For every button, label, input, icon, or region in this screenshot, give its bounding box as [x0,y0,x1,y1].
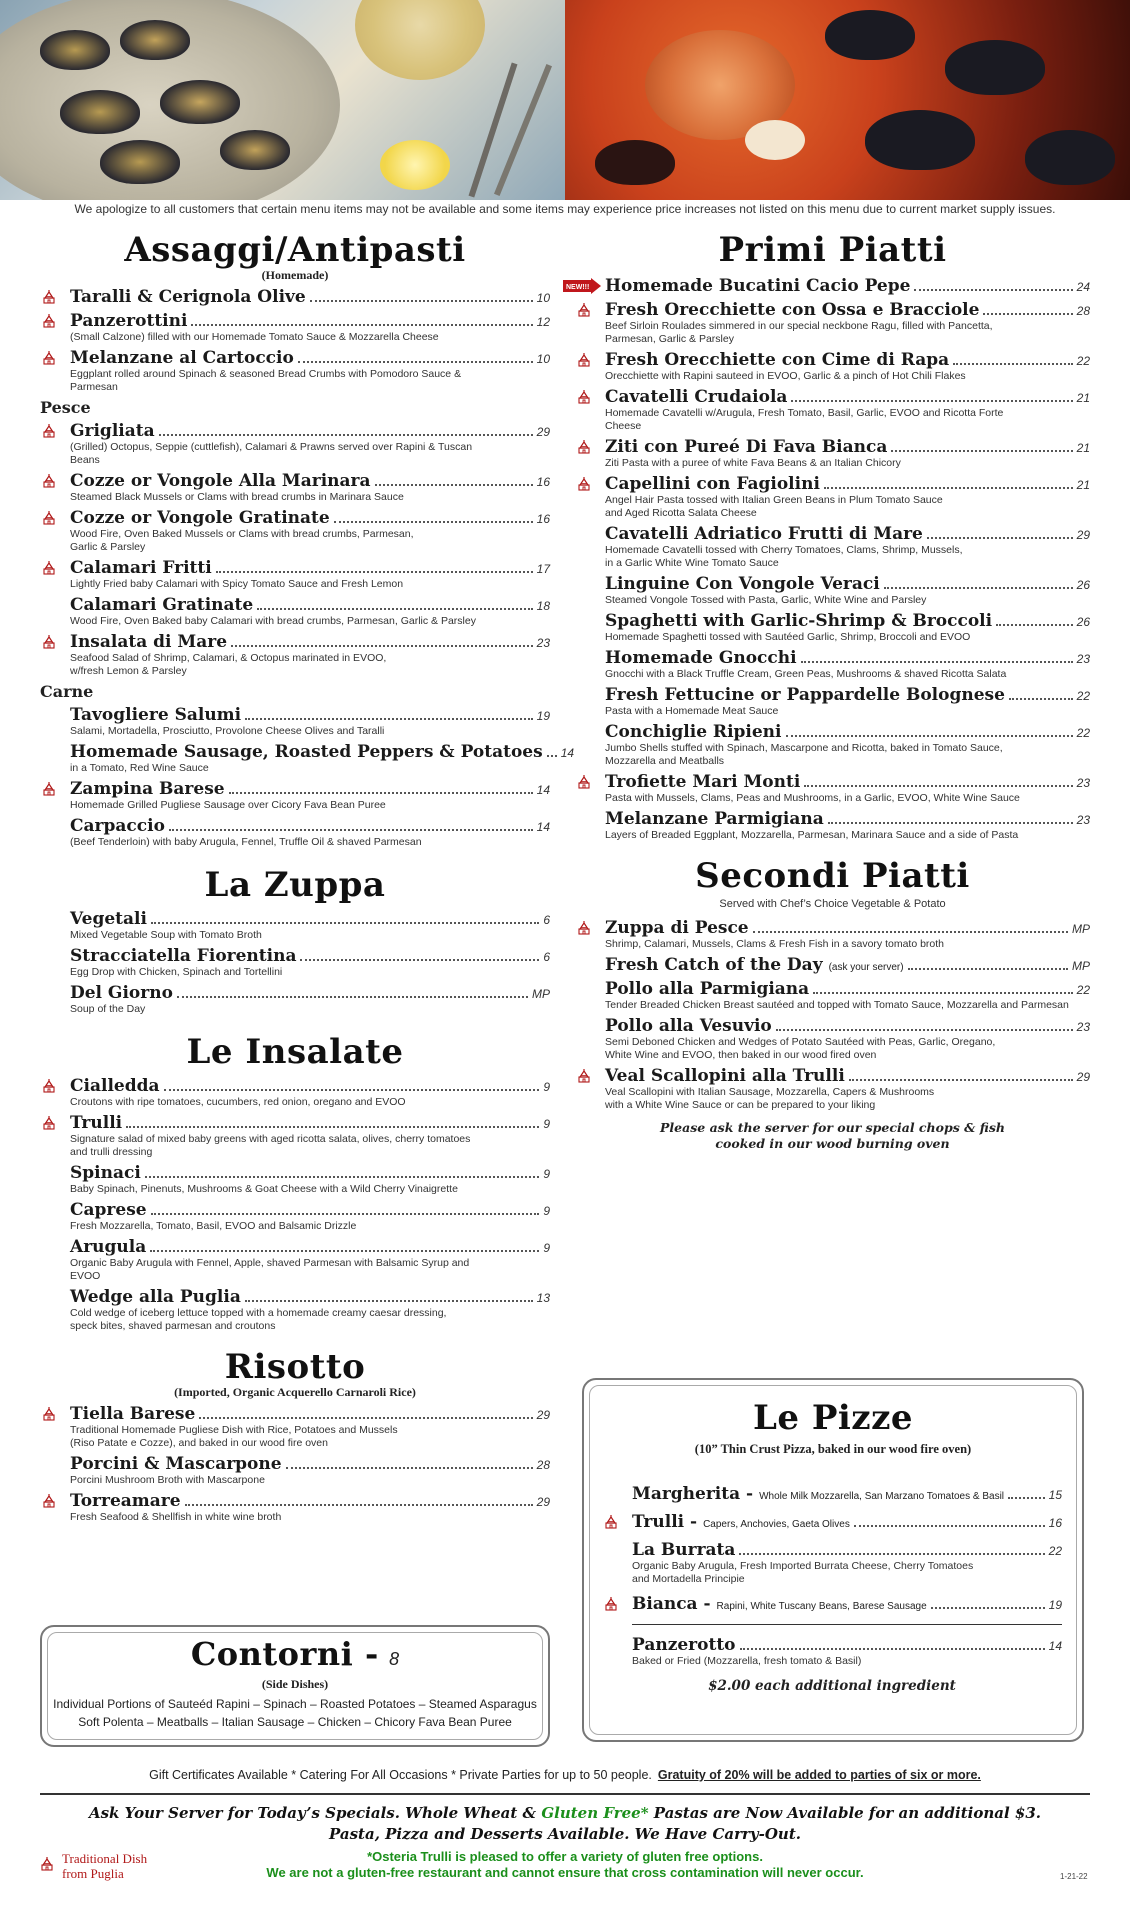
item-price: 23 [1076,776,1090,790]
trullo-icon [42,474,56,488]
menu-item [40,311,550,344]
trullo-icon [577,477,591,491]
item-description: White Wine and EVOO, then baked in our wood fired oven [605,1049,877,1061]
contorni-box [40,1625,550,1747]
item-description: (Riso Patate e Cozze), and baked in our wood fire oven [70,1437,328,1449]
item-price: 16 [536,512,550,526]
item-description: Cold wedge of iceberg lettuce topped with a homemade creamy caesar dressing, [70,1307,447,1319]
zuppa-title: La Zuppa [204,865,386,905]
item-price: 13 [536,1291,550,1305]
item-name: Torreamare [70,1491,181,1511]
item-name: Bianca - [632,1594,711,1614]
menu-item [575,918,1090,951]
item-name: Margherita - [632,1484,754,1504]
contorni-line2: Soft Polenta – Meatballs – Italian Sausage – Chicken – Chicory Fava Bean Puree [78,1715,512,1729]
menu-item [40,348,550,394]
item-description: (Small Calzone) filled with our Homemade Tomato Sauce & Mozzarella Cheese [70,331,439,343]
item-name: Linguine Con Vongole Veraci [605,574,880,594]
item-name: Caprese [70,1200,147,1220]
menu-item [575,611,1090,644]
item-description: Fresh Mozzarella, Tomato, Basil, EVOO and Balsamic Drizzle [70,1220,357,1232]
item-price: 21 [1076,478,1090,492]
item-price: 29 [1076,1070,1090,1084]
item-description: with a White Wine Sauce or can be prepared to your liking [605,1099,876,1111]
menu-item [40,1200,550,1233]
trullo-icon [42,314,56,328]
item-name: Calamari Fritti [70,558,212,578]
gratuity-text: Gratuity of 20% will be added to parties of six or more. [657,1768,981,1782]
item-description: Veal Scallopini with Italian Sausage, Mozzarella, Capers & Mushrooms [605,1086,935,1098]
item-price: 21 [1076,391,1090,405]
legend-line2: from Puglia [62,1866,124,1881]
menu-item [40,1237,550,1283]
item-price: 19 [536,709,550,723]
trullo-icon [42,1494,56,1508]
item-name: Fresh Catch of the Day [605,955,823,975]
item-name: Capellini con Fagiolini [605,474,820,494]
item-description: Baked or Fried (Mozzarella, fresh tomato & Basil) [632,1655,862,1667]
secondi-note: Served with Chef’s Choice Vegetable & Potato [719,898,946,910]
item-price: 21 [1076,441,1090,455]
item-name: Vegetali [70,909,147,929]
item-name: Porcini & Mascarpone [70,1454,282,1474]
item-price: 28 [536,1458,550,1472]
item-description: Seafood Salad of Shrimp, Calamari, & Octopus marinated in EVOO, [70,652,387,664]
menu-item [40,632,550,678]
item-name: Tiella Barese [70,1404,196,1424]
item-description: Shrimp, Calamari, Mussels, Clams & Fresh Fish in a savory tomato broth [605,938,945,950]
item-price: 6 [543,950,550,964]
menu-item [575,300,1090,346]
item-name: Fresh Orecchiette con Ossa e Bracciole [605,300,980,320]
trullo-icon [577,303,591,317]
item-description: Mixed Vegetable Soup with Tomato Broth [70,929,262,941]
item-description: Gnocchi with a Black Truffle Cream, Green Peas, Mushrooms & shaved Ricotta Salata [605,668,1007,680]
gf-line1: *Osteria Trulli is pleased to offer a variety of gluten free options. [367,1849,763,1864]
antipasti-title: Assaggi/Antipasti [124,230,466,270]
contorni-price: 8 [389,1649,400,1669]
trullo-icon [42,511,56,525]
item-description: Organic Baby Arugula with Fennel, Apple, shaved Parmesan with Balsamic Syrup and EVOO [70,1257,470,1282]
item-price: 16 [1048,1516,1062,1530]
item-description: Signature salad of mixed baby greens with aged ricotta salata, olives, cherry tomatoes [70,1133,471,1145]
item-name: Pollo alla Parmigiana [605,979,810,999]
item-description: Beef Sirloin Roulades simmered in our special neckbone Ragu, filled with Pancetta, [605,320,993,332]
specials-line2: Pasta, Pizza and Desserts Available. We Have Carry-Out. [329,1825,801,1843]
item-price: 29 [536,425,550,439]
item-price: MP [1072,959,1090,973]
item-name: Arugula [70,1237,147,1257]
menu-item [40,287,550,307]
item-price: 12 [536,315,550,329]
new-badge-icon [563,278,601,294]
menu-item [575,474,1090,520]
left-column [40,230,575,1524]
item-price: 22 [1076,726,1090,740]
item-name: Spinaci [70,1163,141,1183]
contorni-title: Contorni - [190,1635,379,1673]
item-name: Melanzane Parmigiana [605,809,824,829]
item-description: Ziti Pasta with a puree of white Fava Beans & an Italian Chicory [605,457,901,469]
item-price: 26 [1076,578,1090,592]
item-toppings: Whole Milk Mozzarella, San Marzano Tomatoes & Basil [759,1491,1005,1502]
item-price: 24 [1076,280,1090,294]
item-description: Homemade Cavatelli tossed with Cherry Tomatoes, Clams, Shrimp, Mussels, [605,544,963,556]
pizze-title: Le Pizze [752,1398,914,1438]
menu-item [40,1163,550,1196]
trullo-icon [577,440,591,454]
item-description: Homemade Cavatelli w/Arugula, Fresh Tomato, Basil, Garlic, EVOO and Ricotta Forte Cheese [605,407,1004,432]
item-name: Zuppa di Pesce [605,918,749,938]
menu-item [40,705,550,738]
item-description: Eggplant rolled around Spinach & seasoned Bread Crumbs with Pomodoro Sauce & Parmesan [70,368,462,393]
menu-item [575,979,1090,1012]
specials-line1b: Pastas are Now Available for an additional $3. [653,1804,1042,1822]
item-description: Baby Spinach, Pinenuts, Mushrooms & Goat Cheese with a Wild Cherry Vinaigrette [70,1183,458,1195]
item-description: in a Garlic White Wine Tomato Sauce [605,557,779,569]
item-name: Panzerottini [70,311,188,331]
item-name: Veal Scallopini alla Trulli [605,1066,845,1086]
item-price: MP [532,987,550,1001]
item-price: 14 [536,783,550,797]
item-name: Taralli & Cerignola Olive [70,287,306,307]
item-description: Homemade Spaghetti tossed with Sautéed Garlic, Shrimp, Broccoli and EVOO [605,631,971,643]
menu-item [40,508,550,554]
item-name: Carpaccio [70,816,165,836]
item-name: Panzerotto [632,1635,736,1655]
item-description: Wood Fire, Oven Baked baby Calamari with bread crumbs, Parmesan, Garlic & Parsley [70,615,476,627]
item-price: 22 [1076,354,1090,368]
item-name: Conchiglie Ripieni [605,722,782,742]
risotto-title: Risotto [224,1347,366,1387]
item-price: 14 [1048,1639,1062,1653]
item-price: 6 [543,913,550,927]
item-name: Trulli - [632,1512,698,1532]
menu-item [566,276,1090,296]
menu-item [40,983,550,1016]
item-description: Wood Fire, Oven Baked Mussels or Clams with bread crumbs, Parmesan, [70,528,414,540]
item-price: 17 [536,562,550,576]
menu-item [575,350,1090,383]
item-price: 22 [1076,983,1090,997]
menu-item [40,1113,550,1159]
item-price: 16 [536,475,550,489]
item-description: Salami, Mortadella, Prosciutto, Provolone Cheese Olives and Taralli [70,725,385,737]
menu-item [575,955,1090,975]
menu-item [40,1454,550,1487]
mussels-gratin-photo [0,0,565,200]
specials-note [30,1803,1100,1845]
risotto-subtitle: (Imported, Organic Acquerello Carnaroli Rice) [174,1385,416,1399]
item-price: 15 [1048,1488,1062,1502]
item-description: Croutons with ripe tomatoes, cucumbers, red onion, oregano and EVOO [70,1096,406,1108]
menu-item [575,1066,1090,1112]
menu-item [575,1016,1090,1062]
menu-item [575,722,1090,768]
item-name: Zampina Barese [70,779,225,799]
contorni-line1: Individual Portions of Sauteéd Rapini – Spinach – Roasted Potatoes – Steamed Asparagus [53,1697,537,1711]
menu-item [40,1287,550,1333]
trullo-icon [40,1857,54,1871]
menu-item [575,524,1090,570]
menu-item [40,816,550,849]
gf-line2: We are not a gluten-free restaurant and cannot ensure that cross contamination will never occur. [266,1865,864,1880]
item-description: Jumbo Shells stuffed with Spinach, Mascarpone and Ricotta, baked in Tomato Sauce, [605,742,1003,754]
item-name: Fresh Orecchiette con Cime di Rapa [605,350,950,370]
item-description: Organic Baby Arugula, Fresh Imported Burrata Cheese, Cherry Tomatoes [632,1560,974,1572]
item-toppings: Rapini, White Tuscany Beans, Barese Sausage [716,1601,927,1612]
specials-line1a: Ask Your Server for Today’s Specials. Whole Wheat & [88,1804,537,1822]
item-name: Tavogliere Salumi [70,705,242,725]
menu-item [40,558,550,591]
legend-line1: Traditional Dish [62,1851,148,1866]
item-price: 23 [1076,813,1090,827]
item-price: 29 [536,1495,550,1509]
pizze-subtitle: (10” Thin Crust Pizza, baked in our wood fire oven) [694,1442,972,1456]
secondi-title: Secondi Piatti [695,856,970,896]
item-description: Steamed Vongole Tossed with Pasta, Garlic, White Wine and Parsley [605,594,927,606]
item-name: Spaghetti with Garlic-Shrimp & Broccoli [605,611,993,631]
item-name: Calamari Gratinate [70,595,254,615]
item-name: Del Giorno [70,983,173,1003]
trullo-icon [42,1079,56,1093]
item-price: 14 [560,746,575,760]
item-price: 22 [1048,1544,1062,1558]
item-price: 26 [1076,615,1090,629]
item-description: Soup of the Day [70,1003,146,1015]
item-description: Angel Hair Pasta tossed with Italian Green Beans in Plum Tomato Sauce [605,494,943,506]
item-price: 29 [536,1408,550,1422]
antipasti-subtitle: (Homemade) [261,268,329,282]
item-price: 9 [543,1117,550,1131]
item-description: Porcini Mushroom Broth with Mascarpone [70,1474,265,1486]
item-description: Parmesan, Garlic & Parsley [605,333,734,345]
item-name: Ziti con Pureé Di Fava Bianca [605,437,888,457]
item-name: Cozze or Vongole Gratinate [70,508,330,528]
item-name: Stracciatella Fiorentina [70,946,297,966]
menu-item [40,946,550,979]
item-description: Semi Deboned Chicken and Wedges of Potato Sautéed with Peas, Garlic, Oregano, [605,1036,996,1048]
trullo-icon [42,290,56,304]
gift-text: Gift Certificates Available * Catering For All Occasions * Private Parties for up to 50 people. [149,1768,652,1782]
item-name: Cozze or Vongole Alla Marinara [70,471,371,491]
item-name: Trulli [70,1113,123,1133]
item-price: 9 [543,1204,550,1218]
item-price: 9 [543,1080,550,1094]
trullo-icon [577,1069,591,1083]
item-price: 23 [1076,1020,1090,1034]
item-price: 18 [536,599,550,613]
footer-divider [40,1793,1090,1795]
item-description: Layers of Breaded Eggplant, Mozzarella, Parmesan, Marinara Sauce and a side of Pasta [605,829,1019,841]
price-notice: We apologize to all customers that certain menu items may not be available and some items may experience price increases not listed on this menu due to current market supply issues. [74,202,1056,216]
menu-item [575,772,1090,805]
item-name: Grigliata [70,421,155,441]
item-price: MP [1072,922,1090,936]
menu-date: 1-21-22 [1060,1872,1088,1881]
gluten-free-label: Gluten Free* [541,1804,649,1822]
menu-item [40,421,550,467]
item-name: Cavatelli Crudaiola [605,387,788,407]
item-description: Tender Breaded Chicken Breast sautéed and topped with Tomato Sauce, Mozzarella and Parmesan [605,999,1069,1011]
item-description: Orecchiette with Rapini sauteed in EVOO, Garlic & a pinch of Hot Chili Flakes [605,370,966,382]
item-note: (ask your server) [828,962,904,973]
item-name: Homemade Bucatini Cacio Pepe [605,276,911,296]
item-description: Fresh Seafood & Shellfish in white wine broth [70,1511,282,1523]
contorni-subtitle: (Side Dishes) [261,1677,329,1691]
item-name: Melanzane al Cartoccio [70,348,294,368]
primi-title: Primi Piatti [718,230,947,270]
item-description: Garlic & Parsley [70,541,146,553]
item-price: 9 [543,1241,550,1255]
header-photos [0,0,1130,200]
menu-item [40,471,550,504]
item-name: Cialledda [70,1076,160,1096]
menu-item [602,1512,1062,1532]
item-description: Egg Drop with Chicken, Spinach and Tortellini [70,966,283,978]
seafood-pasta-photo [565,0,1130,200]
trullo-icon [604,1515,618,1529]
menu-item [40,909,550,942]
trullo-icon [577,390,591,404]
item-description: Pasta with Mussels, Clams, Peas and Mushrooms, in a Garlic, EVOO, White Wine Sauce [605,792,1020,804]
pizze-divider [632,1624,1062,1625]
trullo-icon [42,635,56,649]
item-description: (Beef Tenderloin) with baby Arugula, Fennel, Truffle Oil & shaved Parmesan [70,836,422,848]
menu-item [575,685,1090,718]
item-name: Fresh Fettucine or Pappardelle Bolognese [605,685,1005,705]
menu-item [602,1484,1062,1504]
item-description: Steamed Black Mussels or Clams with bread crumbs in Marinara Sauce [70,491,404,503]
item-name: Wedge alla Puglia [70,1287,241,1307]
item-name: Homemade Gnocchi [605,648,797,668]
menu-item [602,1540,1062,1586]
item-name: Pollo alla Vesuvio [605,1016,772,1036]
special-chops-note [575,1120,1090,1152]
menu-item [40,1404,550,1450]
item-price: 14 [536,820,550,834]
trullo-icon [577,921,591,935]
menu-item [575,809,1090,842]
footer-info [0,1768,1130,1782]
item-description: Traditional Homemade Pugliese Dish with Rice, Potatoes and Mussels [70,1424,398,1436]
menu-item [575,574,1090,607]
item-toppings: Capers, Anchovies, Gaeta Olives [703,1519,850,1530]
item-description: and Mortadella Principie [632,1573,745,1585]
new-badge-label: NEW!!! [566,284,590,291]
traditional-dish-legend [40,1851,190,1881]
trullo-icon [577,353,591,367]
trullo-icon [42,1116,56,1130]
item-price: 23 [1076,652,1090,666]
category-carne: Carne [40,682,94,701]
item-description: and Aged Ricotta Salata Cheese [605,507,757,519]
item-description: w/fresh Lemon & Parsley [70,665,187,677]
item-description: and trulli dressing [70,1146,153,1158]
item-price: 29 [1076,528,1090,542]
menu-item [575,387,1090,433]
menu-item [40,779,550,812]
pizze-box [582,1378,1084,1742]
additional-ingredient-note: $2.00 each additional ingredient [708,1678,956,1694]
menu-item [575,437,1090,470]
category-pesce: Pesce [40,398,91,417]
menu-item [602,1594,1062,1614]
menu-item [40,1491,550,1524]
item-name: Insalata di Mare [70,632,228,652]
trullo-icon [42,351,56,365]
trullo-icon [604,1597,618,1611]
item-price: 10 [536,352,550,366]
trullo-icon [42,1407,56,1421]
item-description: speck bites, shaved parmesan and croutons [70,1320,276,1332]
item-name: Homemade Sausage, Roasted Peppers & Potatoes [70,742,543,762]
item-price: 23 [536,636,550,650]
item-price: 9 [543,1167,550,1181]
item-name: La Burrata [632,1540,736,1560]
item-price: 22 [1076,689,1090,703]
item-description: Pasta with a Homemade Meat Sauce [605,705,779,717]
trullo-icon [42,424,56,438]
trullo-icon [577,775,591,789]
item-name: Cavatelli Adriatico Frutti di Mare [605,524,923,544]
trullo-icon [42,561,56,575]
insalate-title: Le Insalate [186,1032,404,1072]
item-description: Mozzarella and Meatballs [605,755,725,767]
item-description: (Grilled) Octopus, Seppie (cuttlefish), Calamari & Prawns served over Rapini & Tuscan Beans [70,441,473,466]
item-price: 10 [536,291,550,305]
special-line2: cooked in our wood burning oven [715,1136,950,1151]
menu-item [602,1635,1062,1668]
item-description: in a Tomato, Red Wine Sauce [70,762,209,774]
item-description: Homemade Grilled Pugliese Sausage over Cicory Fava Bean Puree [70,799,386,811]
menu-item [40,595,550,628]
item-name: Trofiette Mari Monti [605,772,801,792]
special-line1: Please ask the server for our special chops & fish [660,1120,1005,1135]
item-price: 28 [1076,304,1090,318]
item-price: 19 [1048,1598,1062,1612]
menu-item [40,1076,550,1109]
menu-item [40,742,575,775]
item-description: Lightly Fried baby Calamari with Spicy Tomato Sauce and Fresh Lemon [70,578,404,590]
menu-item [575,648,1090,681]
trullo-icon [42,782,56,796]
